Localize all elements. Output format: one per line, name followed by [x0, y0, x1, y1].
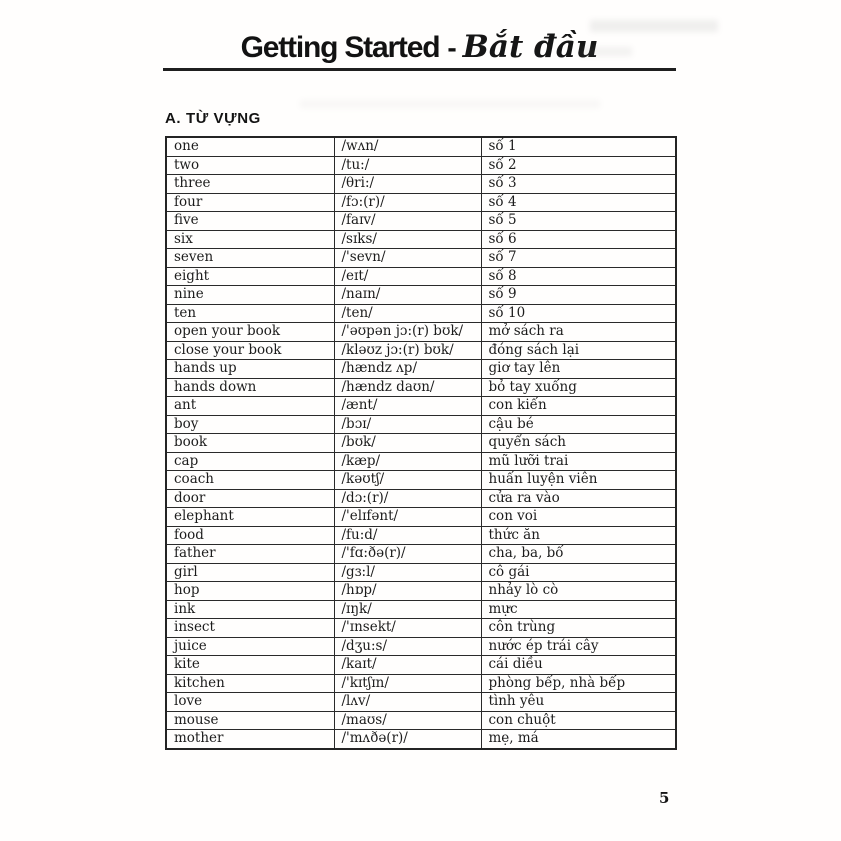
- table-row: [166, 637, 676, 656]
- table-row: [166, 563, 676, 582]
- cell-meaning: thức ăn: [481, 526, 676, 545]
- table-row: [166, 156, 676, 175]
- cell-word: book: [166, 434, 334, 453]
- title-vietnamese: Bắt đầu: [462, 29, 599, 65]
- cell-meaning: cô gái: [481, 563, 676, 582]
- cell-pronunciation: /naɪn/: [334, 286, 481, 305]
- table-row: [166, 397, 676, 416]
- page-title: [163, 27, 676, 67]
- cell-word: hands down: [166, 378, 334, 397]
- cell-meaning: con chuột: [481, 711, 676, 730]
- cell-pronunciation: /ænt/: [334, 397, 481, 416]
- cell-meaning: mở sách ra: [481, 323, 676, 342]
- table-row: [166, 230, 676, 249]
- cell-pronunciation: /'elɪfənt/: [334, 508, 481, 527]
- cell-meaning: con voi: [481, 508, 676, 527]
- cell-word: four: [166, 193, 334, 212]
- cell-meaning: số 4: [481, 193, 676, 212]
- cell-word: one: [166, 137, 334, 156]
- table-row: [166, 249, 676, 268]
- table-row: [166, 434, 676, 453]
- table-row: [166, 693, 676, 712]
- cell-pronunciation: /bɔɪ/: [334, 415, 481, 434]
- cell-word: elephant: [166, 508, 334, 527]
- cell-pronunciation: /tu:/: [334, 156, 481, 175]
- cell-pronunciation: /fu:d/: [334, 526, 481, 545]
- cell-word: eight: [166, 267, 334, 286]
- cell-word: insect: [166, 619, 334, 638]
- cell-meaning: số 8: [481, 267, 676, 286]
- cell-pronunciation: /hændz ʌp/: [334, 360, 481, 379]
- cell-word: love: [166, 693, 334, 712]
- cell-meaning: cha, ba, bố: [481, 545, 676, 564]
- table-row: [166, 175, 676, 194]
- cell-pronunciation: /gɜ:l/: [334, 563, 481, 582]
- scan-bleedthrough-artifact: [300, 100, 600, 108]
- table-row: [166, 600, 676, 619]
- table-row: [166, 452, 676, 471]
- cell-word: juice: [166, 637, 334, 656]
- cell-meaning: con kiến: [481, 397, 676, 416]
- table-row: [166, 619, 676, 638]
- cell-pronunciation: /hɒp/: [334, 582, 481, 601]
- table-row: [166, 286, 676, 305]
- cell-pronunciation: /kəʊtʃ/: [334, 471, 481, 490]
- table-row: [166, 304, 676, 323]
- title-english: Getting Started: [240, 31, 440, 64]
- cell-word: nine: [166, 286, 334, 305]
- cell-pronunciation: /maʊs/: [334, 711, 481, 730]
- page-number: 5: [659, 789, 670, 807]
- cell-pronunciation: /hændz daʊn/: [334, 378, 481, 397]
- cell-word: hands up: [166, 360, 334, 379]
- table-row: [166, 323, 676, 342]
- cell-pronunciation: /θri:/: [334, 175, 481, 194]
- table-row: [166, 545, 676, 564]
- vocab-table-body: [166, 137, 676, 749]
- cell-word: three: [166, 175, 334, 194]
- cell-meaning: phòng bếp, nhà bếp: [481, 674, 676, 693]
- table-row: [166, 378, 676, 397]
- table-row: [166, 471, 676, 490]
- cell-meaning: tình yêu: [481, 693, 676, 712]
- cell-pronunciation: /eɪt/: [334, 267, 481, 286]
- table-row: [166, 656, 676, 675]
- cell-word: girl: [166, 563, 334, 582]
- cell-meaning: côn trùng: [481, 619, 676, 638]
- table-row: [166, 415, 676, 434]
- table-row: [166, 730, 676, 749]
- table-row: [166, 267, 676, 286]
- cell-pronunciation: /sɪks/: [334, 230, 481, 249]
- cell-meaning: cái diều: [481, 656, 676, 675]
- cell-pronunciation: /wʌn/: [334, 137, 481, 156]
- cell-word: two: [166, 156, 334, 175]
- cell-meaning: quyển sách: [481, 434, 676, 453]
- cell-meaning: nhảy lò cò: [481, 582, 676, 601]
- cell-word: door: [166, 489, 334, 508]
- cell-word: mother: [166, 730, 334, 749]
- cell-meaning: nước ép trái cây: [481, 637, 676, 656]
- cell-word: coach: [166, 471, 334, 490]
- cell-meaning: bỏ tay xuống: [481, 378, 676, 397]
- table-row: [166, 193, 676, 212]
- cell-word: boy: [166, 415, 334, 434]
- cell-word: ten: [166, 304, 334, 323]
- cell-pronunciation: /'sevn/: [334, 249, 481, 268]
- cell-meaning: đóng sách lại: [481, 341, 676, 360]
- table-row: [166, 489, 676, 508]
- cell-meaning: mẹ, má: [481, 730, 676, 749]
- page-header: [163, 0, 676, 71]
- cell-meaning: cửa ra vào: [481, 489, 676, 508]
- cell-pronunciation: /ten/: [334, 304, 481, 323]
- cell-meaning: số 10: [481, 304, 676, 323]
- cell-word: ant: [166, 397, 334, 416]
- cell-word: six: [166, 230, 334, 249]
- cell-pronunciation: /lʌv/: [334, 693, 481, 712]
- cell-pronunciation: /'mʌðə(r)/: [334, 730, 481, 749]
- table-row: [166, 508, 676, 527]
- title-separator: -: [447, 32, 457, 63]
- cell-word: close your book: [166, 341, 334, 360]
- cell-word: open your book: [166, 323, 334, 342]
- table-row: [166, 711, 676, 730]
- cell-pronunciation: /kæp/: [334, 452, 481, 471]
- cell-pronunciation: /dʒu:s/: [334, 637, 481, 656]
- cell-word: kite: [166, 656, 334, 675]
- cell-pronunciation: /'kɪtʃɪn/: [334, 674, 481, 693]
- cell-meaning: số 5: [481, 212, 676, 231]
- cell-word: father: [166, 545, 334, 564]
- cell-meaning: cậu bé: [481, 415, 676, 434]
- cell-pronunciation: /fɔ:(r)/: [334, 193, 481, 212]
- cell-word: kitchen: [166, 674, 334, 693]
- table-row: [166, 526, 676, 545]
- cell-pronunciation: /'əʊpən jɔ:(r) bʊk/: [334, 323, 481, 342]
- cell-meaning: số 6: [481, 230, 676, 249]
- vocab-table: [165, 136, 677, 750]
- cell-word: food: [166, 526, 334, 545]
- title-underline: [163, 68, 676, 71]
- cell-pronunciation: /dɔ:(r)/: [334, 489, 481, 508]
- table-row: [166, 674, 676, 693]
- section-heading-vocabulary: A. TỪ VỰNG: [165, 110, 261, 127]
- cell-pronunciation: /'ɪnsekt/: [334, 619, 481, 638]
- cell-pronunciation: /kləʊz jɔ:(r) bʊk/: [334, 341, 481, 360]
- cell-meaning: số 9: [481, 286, 676, 305]
- cell-word: five: [166, 212, 334, 231]
- table-row: [166, 582, 676, 601]
- cell-pronunciation: /'fɑ:ðə(r)/: [334, 545, 481, 564]
- cell-meaning: huấn luyện viên: [481, 471, 676, 490]
- cell-pronunciation: /ɪŋk/: [334, 600, 481, 619]
- cell-pronunciation: /bʊk/: [334, 434, 481, 453]
- cell-meaning: mũ lưỡi trai: [481, 452, 676, 471]
- cell-word: ink: [166, 600, 334, 619]
- cell-word: hop: [166, 582, 334, 601]
- cell-word: seven: [166, 249, 334, 268]
- table-row: [166, 212, 676, 231]
- table-row: [166, 341, 676, 360]
- table-row: [166, 137, 676, 156]
- cell-meaning: số 2: [481, 156, 676, 175]
- cell-pronunciation: /faɪv/: [334, 212, 481, 231]
- cell-pronunciation: /kaɪt/: [334, 656, 481, 675]
- cell-word: cap: [166, 452, 334, 471]
- cell-meaning: số 3: [481, 175, 676, 194]
- table-row: [166, 360, 676, 379]
- cell-meaning: số 7: [481, 249, 676, 268]
- cell-meaning: mực: [481, 600, 676, 619]
- cell-meaning: số 1: [481, 137, 676, 156]
- cell-meaning: giơ tay lên: [481, 360, 676, 379]
- cell-word: mouse: [166, 711, 334, 730]
